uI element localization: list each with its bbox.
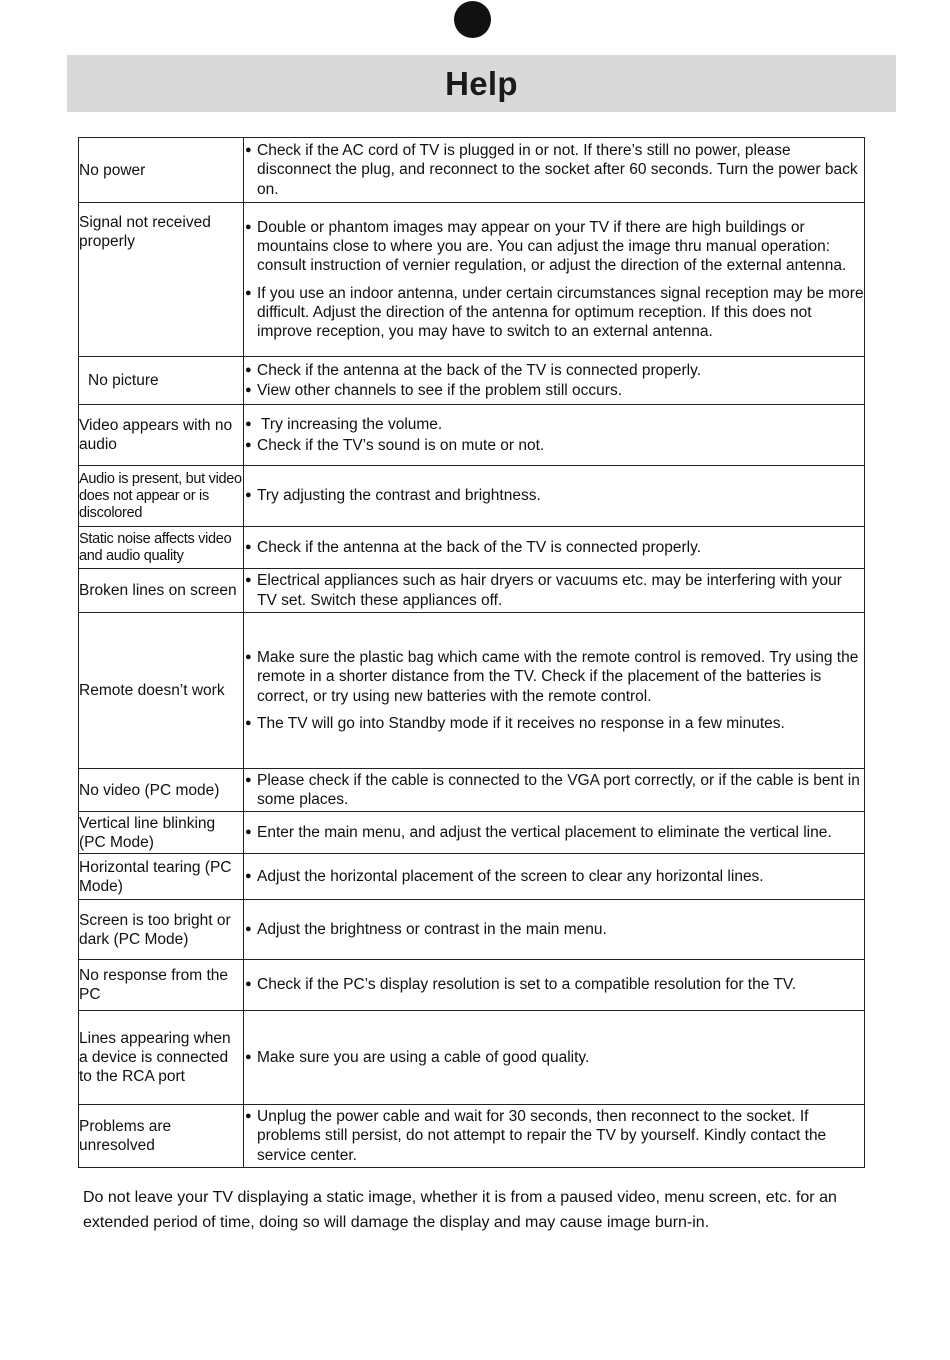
bullet-icon: ● [245, 574, 252, 587]
problem-cell: Problems are unresolved [79, 1105, 244, 1168]
solution-cell [244, 900, 865, 960]
bullet-icon: ● [245, 220, 252, 233]
problem-cell: Video appears with no audio [79, 405, 244, 466]
solution-cell [244, 466, 865, 527]
solution-text: Electrical appliances such as hair dryers or vacuums etc. may be interfering with your TV set. Switch these appliances off. [257, 572, 842, 609]
solution-text: Try increasing the volume. [257, 415, 443, 433]
bullet-icon: ● [245, 773, 252, 786]
table-row [79, 900, 865, 960]
solution-text: Adjust the horizontal placement of the screen to clear any horizontal lines. [257, 867, 764, 885]
solution-cell [244, 203, 865, 357]
table-row [79, 769, 865, 812]
bullet-icon: ● [245, 1050, 252, 1063]
solution-text: If you use an indoor antenna, under certain circumstances signal reception may be more difficult. Adjust the direction of the antenna for optimum reception. If this does not improve reception, you may have to switch to an external antenna. [257, 284, 864, 340]
problem-cell: Remote doesn’t work [79, 613, 244, 769]
solution-cell [244, 1105, 865, 1168]
solution-text: Check if the antenna at the back of the TV is connected properly. [257, 362, 702, 380]
bullet-icon: ● [245, 978, 252, 991]
table-row [79, 812, 865, 854]
solution-cell [244, 854, 865, 900]
bullet-icon: ● [245, 286, 252, 299]
problem-cell: Signal not received properly [79, 203, 244, 357]
bullet-icon: ● [245, 364, 252, 377]
problem-cell: Audio is present, but video does not appear or is discolored [79, 466, 244, 527]
solution-cell [244, 527, 865, 569]
table-row [79, 960, 865, 1011]
solution-text: Unplug the power cable and wait for 30 seconds, then reconnect to the socket. If problems still persist, do not attempt to repair the TV by yourself. Kindly contact the service center. [257, 1108, 827, 1164]
title-bar [67, 55, 896, 112]
solution-cell [244, 960, 865, 1011]
solution-cell [244, 769, 865, 812]
solution-text: Check if the antenna at the back of the TV is connected properly. [257, 538, 702, 556]
bullet-icon: ● [245, 144, 252, 157]
bullet-icon: ● [245, 825, 252, 838]
problem-cell: No picture [79, 357, 244, 405]
solution-cell [244, 812, 865, 854]
bullet-icon: ● [245, 922, 252, 935]
table-row [79, 527, 865, 569]
problem-cell: No power [79, 138, 244, 203]
table-row [79, 1105, 865, 1168]
bullet-icon: ● [245, 383, 252, 396]
solution-cell [244, 405, 865, 466]
table-row [79, 203, 865, 357]
solution-text: Try adjusting the contrast and brightness. [257, 487, 541, 505]
problem-cell: Vertical line blinking (PC Mode) [79, 812, 244, 854]
solution-text: Make sure the plastic bag which came with the remote control is removed. Try using the remote in a shorter distance from the TV. Check if the placement of the batteries is correct, or try using new batteries with the remote control. [257, 649, 859, 705]
solution-text: Adjust the brightness or contrast in the main menu. [257, 920, 607, 938]
bullet-icon: ● [245, 439, 252, 451]
solution-text: Check if the PC’s display resolution is set to a compatible resolution for the TV. [257, 976, 797, 994]
bullet-icon: ● [245, 1110, 252, 1123]
solution-text: The TV will go into Standby mode if it receives no response in a few minutes. [257, 714, 785, 732]
bullet-icon: ● [245, 489, 252, 502]
solution-text: Double or phantom images may appear on your TV if there are high buildings or mountains close to where you are. You can adjust the image thru manual operation: consult instruction of vernier regulation, or adjust the direction of the external antenna. [257, 218, 847, 275]
table-row [79, 405, 865, 466]
table-row [79, 569, 865, 613]
burn-in-warning-note: Do not leave your TV displaying a static image, whether it is from a paused video, menu screen, etc. for an extended period of time, doing so will damage the display and may cause image burn-in. [83, 1189, 837, 1231]
solution-text: Check if the AC cord of TV is plugged in or not. If there’s still no power, please disconnect the plug, and reconnect to the socket after 60 seconds. Turn the power back on. [257, 142, 858, 198]
problem-cell: No response from the PC [79, 960, 244, 1011]
problem-cell: No video (PC mode) [79, 769, 244, 812]
problem-cell: Screen is too bright or dark (PC Mode) [79, 900, 244, 960]
table-row [79, 613, 865, 769]
table-row [79, 138, 865, 203]
solution-cell [244, 613, 865, 769]
solution-cell [244, 569, 865, 613]
solution-text: View other channels to see if the problem still occurs. [257, 381, 623, 399]
table-row [79, 1011, 865, 1105]
solution-cell [244, 1011, 865, 1105]
table-row [79, 854, 865, 900]
bullet-icon: ● [245, 716, 252, 729]
solution-cell [244, 357, 865, 405]
problem-cell: Static noise affects video and audio quality [79, 527, 244, 569]
solution-cell [244, 138, 865, 203]
solution-text: Please check if the cable is connected to the VGA port correctly, or if the cable is bent in some places. [257, 771, 860, 808]
table-row [79, 357, 865, 405]
bullet-icon: ● [245, 869, 252, 882]
page-title: Help [445, 65, 518, 102]
troubleshooting-table [78, 137, 865, 1168]
problem-cell: Horizontal tearing (PC Mode) [79, 854, 244, 900]
problem-cell: Broken lines on screen [79, 569, 244, 613]
solution-text: Make sure you are using a cable of good quality. [257, 1048, 590, 1066]
page-marker-dot [454, 1, 491, 38]
bullet-icon: ● [245, 540, 252, 553]
solution-text: Enter the main menu, and adjust the vertical placement to eliminate the vertical line. [257, 823, 832, 841]
solution-text: Check if the TV’s sound is on mute or not. [257, 437, 545, 454]
bullet-icon: ● [245, 417, 252, 430]
bullet-icon: ● [245, 651, 252, 664]
problem-cell: Lines appearing when a device is connected to the RCA port [79, 1011, 244, 1105]
table-row [79, 466, 865, 527]
